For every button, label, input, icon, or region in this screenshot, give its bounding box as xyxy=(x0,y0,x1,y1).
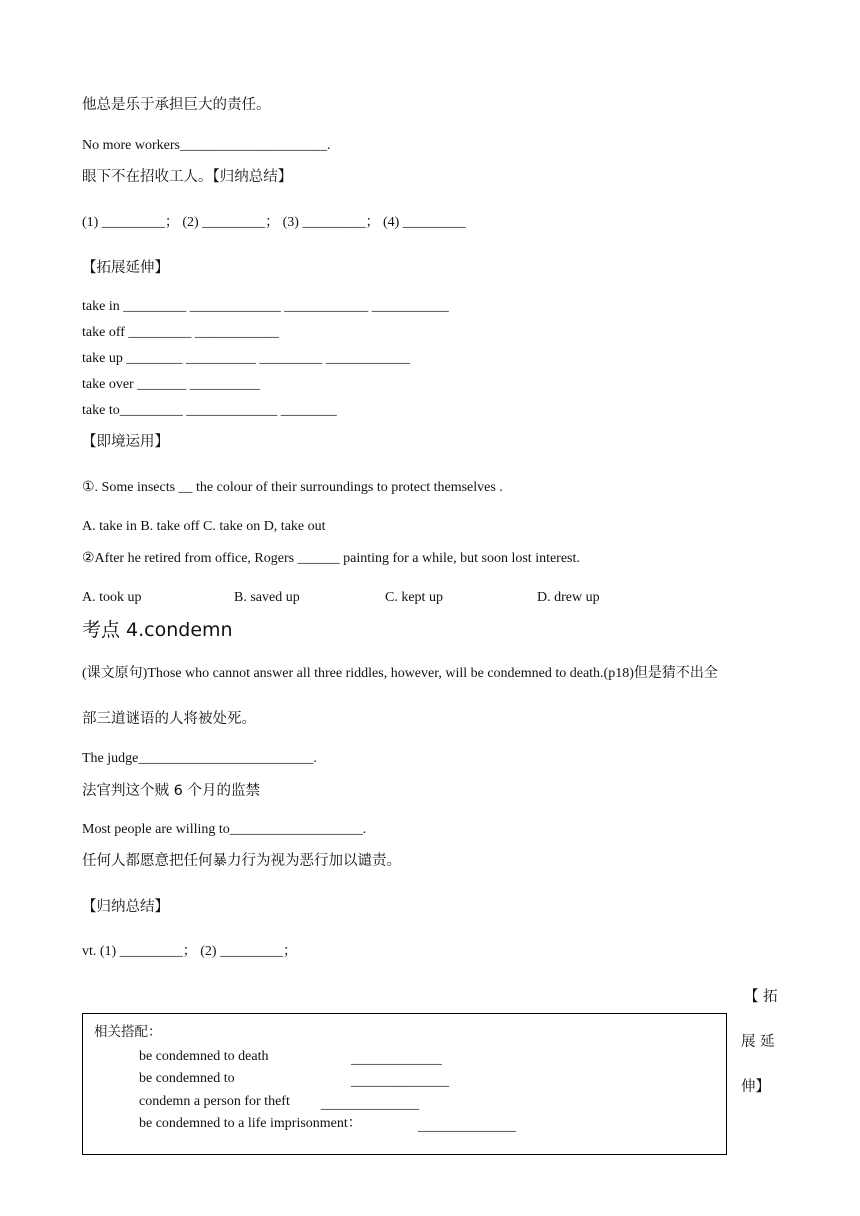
collocation-phrase: be condemned to a life imprisonment： xyxy=(139,1116,362,1131)
expand-heading-1: 【拓展延伸】 xyxy=(82,260,169,276)
collocation-blank: _____________ xyxy=(351,1052,442,1067)
question-2-option-a: A. took up xyxy=(82,590,142,605)
collocation-blank: ______________ xyxy=(321,1097,419,1112)
phrase-take-to: take to_________ _____________ ________ xyxy=(82,403,337,418)
sentence-cn-2: 眼下不在招收工人。【归纳总结】 xyxy=(82,169,293,185)
collocation-phrase: be condemned to death xyxy=(139,1049,269,1064)
summary-heading-2: 【归纳总结】 xyxy=(82,899,169,915)
collocation-blank: ______________ xyxy=(418,1119,516,1134)
original-sentence-2: 部三道谜语的人将被处死。 xyxy=(82,711,256,727)
apply-heading: 【即境运用】 xyxy=(82,434,169,450)
question-2: ②After he retired from office, Rogers ______ painting for a while, but soon lost interest. xyxy=(82,551,580,566)
summary-blanks-2: vt. (1) _________； (2) _________； xyxy=(82,944,298,959)
question-2-option-b: B. saved up xyxy=(234,590,300,605)
phrase-take-off: take off _________ ____________ xyxy=(82,325,279,340)
example-1-en: The judge_________________________. xyxy=(82,751,317,766)
phrase-take-over: take over _______ __________ xyxy=(82,377,260,392)
phrase-take-in: take in _________ _____________ ____________ ___________ xyxy=(82,299,449,314)
question-2-option-d: D. drew up xyxy=(537,590,600,605)
phrase-take-up: take up ________ __________ _________ ____________ xyxy=(82,351,410,366)
collocation-phrase: be condemned to xyxy=(139,1071,235,1086)
collocation-box-title: 相关搭配： xyxy=(94,1024,162,1040)
question-1: ①. Some insects __ the colour of their surroundings to protect themselves . xyxy=(82,480,503,495)
example-2-en: Most people are willing to___________________. xyxy=(82,822,367,837)
question-1-options: A. take in B. take off C. take on D, take out xyxy=(82,519,326,534)
expand-label-part-2: 展 延 xyxy=(741,1034,775,1050)
collocation-box xyxy=(82,1013,727,1155)
sentence-cn-1: 他总是乐于承担巨大的责任。 xyxy=(82,97,271,113)
expand-label-part-1: 【 拓 xyxy=(744,989,778,1005)
question-2-option-c: C. kept up xyxy=(385,590,443,605)
sentence-en-2: No more workers_____________________. xyxy=(82,138,331,153)
summary-blanks-1: (1) _________； (2) _________； (3) _________； (4) _________ xyxy=(82,215,466,230)
collocation-phrase: condemn a person for theft xyxy=(139,1094,290,1109)
collocation-blank: ______________ xyxy=(351,1074,449,1089)
expand-label-part-3: 伸】 xyxy=(741,1079,770,1095)
example-1-cn: 法官判这个贼 6 个月的监禁 xyxy=(82,783,260,799)
original-sentence-1: (课文原句)Those who cannot answer all three riddles, however, will be condemned to death.(p18)但是猜不出全 xyxy=(82,666,718,681)
section-title: 考点 4.condemn xyxy=(82,619,233,641)
example-2-cn: 任何人都愿意把任何暴力行为视为恶行加以谴责。 xyxy=(82,853,401,869)
